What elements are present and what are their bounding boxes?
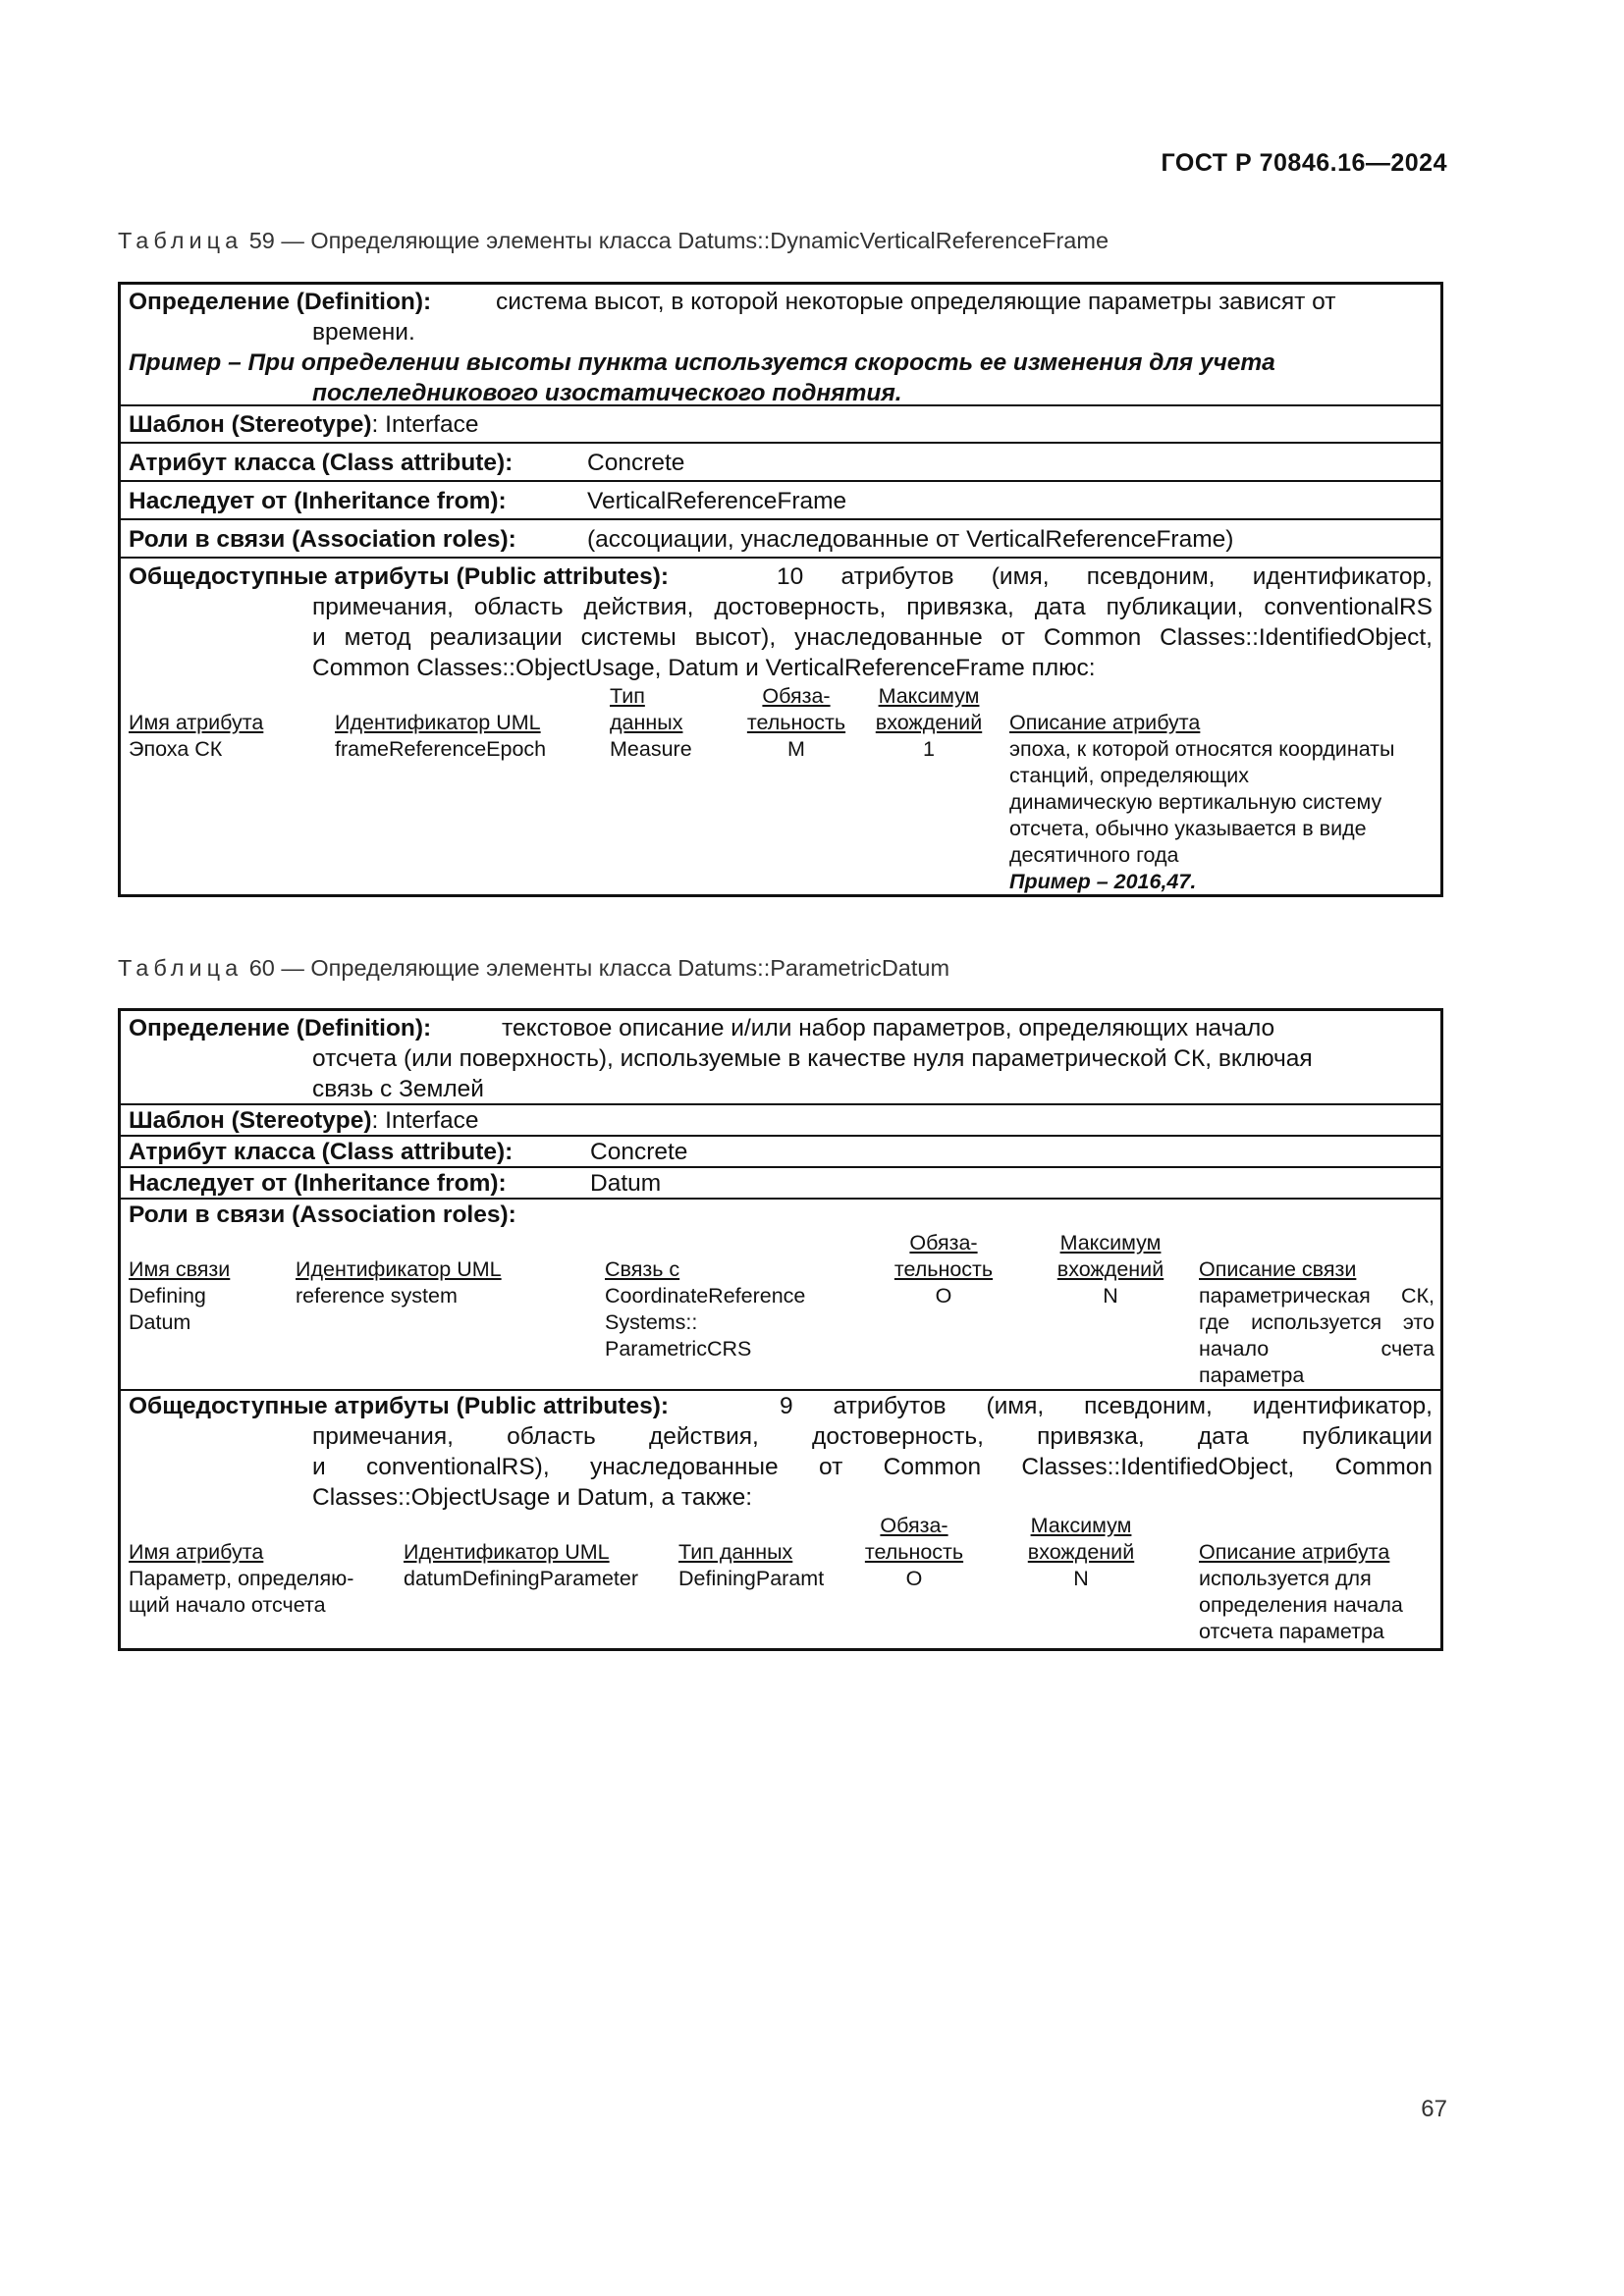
definition-text: текстовое описание и/или набор параметров, определяющих начало xyxy=(502,1015,1275,1041)
col-data-type: Тип данных xyxy=(678,1540,793,1564)
col-link: Связь с xyxy=(605,1257,680,1281)
caption-word: Таблица xyxy=(118,228,244,253)
attr-name: Эпоха СК xyxy=(129,737,223,761)
attribute-subtable xyxy=(129,683,1433,899)
stereotype-row xyxy=(121,1103,1440,1135)
page-number: 67 xyxy=(1421,2096,1447,2122)
attr-max-occurs: 1 xyxy=(923,737,935,761)
attr-description-1: используется для xyxy=(1199,1567,1372,1590)
col-role-name: Имя связи xyxy=(129,1257,231,1281)
public-attributes-row xyxy=(121,1389,1440,1648)
col-uml-identifier: Идентификатор UML xyxy=(404,1540,610,1564)
role-link-1: CoordinateReference xyxy=(605,1284,806,1308)
definition-label: Определение (Definition): xyxy=(129,289,432,315)
association-roles-label: Роли в связи (Association roles): xyxy=(129,1201,516,1228)
col-max-occurs-2: вхождений xyxy=(875,711,983,734)
definition-text-cont: отсчета (или поверхность), используемые в качестве нуля параметрической СК, включая xyxy=(312,1045,1313,1072)
public-attributes-text: 10 атрибутов (имя, псевдоним, идентификатор, xyxy=(777,563,1433,590)
attr-name-1: Параметр, определяю- xyxy=(129,1567,354,1590)
table-60-caption xyxy=(118,955,949,982)
definition-text: система высот, в которой некоторые определяющие параметры зависят от xyxy=(496,289,1336,315)
class-attribute-value: Concrete xyxy=(590,1139,688,1165)
stereotype-label: Шаблон (Stereotype) xyxy=(129,1107,372,1134)
col-obligation-1: Обяза- xyxy=(762,684,831,708)
col-max-occurs-2: вхождений xyxy=(1056,1257,1164,1281)
attr-obligation: M xyxy=(787,737,805,761)
col-data-type-2: данных xyxy=(610,711,683,734)
association-roles-value: (ассоциации, унаследованные от VerticalReferenceFrame) xyxy=(587,526,1234,553)
class-attribute-row xyxy=(121,1135,1440,1166)
table-60 xyxy=(118,1008,1443,1651)
attr-name-2: щий начало отсчета xyxy=(129,1593,326,1617)
public-attributes-text-2: примечания, область действия, достоверность, привязка, дата публикации xyxy=(312,1423,1433,1450)
attr-description-5: десятичного года xyxy=(1009,843,1179,867)
definition-text-cont: времени. xyxy=(312,319,415,346)
inheritance-row xyxy=(121,480,1440,518)
col-obligation-2: тельность xyxy=(746,711,846,734)
inheritance-value: Datum xyxy=(590,1170,662,1197)
col-uml-identifier: Идентификатор UML xyxy=(296,1257,502,1281)
col-max-occurs-1: Максимум xyxy=(878,684,980,708)
col-attribute-name: Имя атрибута xyxy=(129,711,264,734)
class-attribute-label: Атрибут класса (Class attribute): xyxy=(129,450,514,476)
role-uml: reference system xyxy=(296,1284,458,1308)
attr-description-3: отсчета параметра xyxy=(1199,1620,1384,1643)
col-attribute-name: Имя атрибута xyxy=(129,1540,264,1564)
role-description-4: параметра xyxy=(1199,1363,1305,1387)
col-max-occurs-1: Максимум xyxy=(1030,1514,1132,1537)
association-roles-label: Роли в связи (Association roles): xyxy=(129,526,516,553)
public-attributes-text-3: и conventionalRS), унаследованные от Common Classes::IdentifiedObject, Common xyxy=(312,1454,1433,1480)
public-attributes-text-4: Classes::ObjectUsage и Datum, а также: xyxy=(312,1484,752,1511)
example-text-cont: послеледникового изостатического поднятия. xyxy=(312,380,902,406)
attr-type: Measure xyxy=(610,737,692,761)
public-attributes-text-3: и метод реализации системы высот), унаследованные от Common Classes::IdentifiedObject, xyxy=(312,624,1433,651)
attr-max-occurs: N xyxy=(1073,1567,1089,1590)
attr-description-4: отсчета, обычно указывается в виде xyxy=(1009,817,1367,840)
roles-subtable xyxy=(129,1230,1433,1389)
col-obligation-1: Обяза- xyxy=(880,1514,948,1537)
attr-description-2: станций, определяющих xyxy=(1009,764,1250,787)
role-max-occurs: N xyxy=(1103,1284,1118,1308)
table-59 xyxy=(118,282,1443,897)
col-obligation-2: тельность xyxy=(893,1257,994,1281)
attr-description-2: определения начала xyxy=(1199,1593,1403,1617)
attribute-subtable xyxy=(129,1513,1433,1648)
definition-text-cont-2: связь с Землей xyxy=(312,1076,484,1102)
standard-code: ГОСТ Р 70846.16—2024 xyxy=(1161,149,1447,177)
attr-description-3: динамическую вертикальную систему xyxy=(1009,790,1382,814)
table-59-caption xyxy=(118,228,1109,254)
definition-row xyxy=(121,1011,1440,1103)
col-max-occurs-2: вхождений xyxy=(1027,1540,1135,1564)
role-description-3: начало счета xyxy=(1199,1337,1435,1361)
role-name-1: Defining xyxy=(129,1284,206,1308)
role-link-3: ParametricCRS xyxy=(605,1337,752,1361)
col-role-description: Описание связи xyxy=(1199,1257,1357,1281)
col-description: Описание атрибута xyxy=(1009,711,1201,734)
attr-uml: datumDefiningParameter xyxy=(404,1567,639,1590)
caption-text: 60 — Определяющие элементы класса Datums::ParametricDatum xyxy=(248,955,950,981)
col-data-type-1: Тип xyxy=(610,684,645,708)
public-attributes-label: Общедоступные атрибуты (Public attributes): xyxy=(129,1393,670,1419)
class-attribute-value: Concrete xyxy=(587,450,685,476)
col-obligation-1: Обяза- xyxy=(909,1231,978,1255)
stereotype-value: : Interface xyxy=(371,411,479,438)
attr-uml: frameReferenceEpoch xyxy=(335,737,547,761)
class-attribute-row xyxy=(121,442,1440,480)
example-text: Пример – При определении высоты пункта используется скорость ее изменения для учета xyxy=(129,349,1275,376)
role-description-2: где используется это xyxy=(1199,1310,1435,1334)
public-attributes-text-2: примечания, область действия, достоверность, привязка, дата публикации, conventionalRS xyxy=(312,594,1433,620)
public-attributes-row xyxy=(121,557,1440,894)
definition-label: Определение (Definition): xyxy=(129,1015,432,1041)
association-roles-row xyxy=(121,1198,1440,1389)
attr-description-example: Пример – 2016,47. xyxy=(1009,870,1197,893)
col-max-occurs-1: Максимум xyxy=(1059,1231,1162,1255)
role-name-2: Datum xyxy=(129,1310,191,1334)
caption-word: Таблица xyxy=(118,955,244,981)
attr-description-1: эпоха, к которой относятся координаты xyxy=(1009,737,1395,761)
attr-obligation: O xyxy=(905,1567,923,1590)
inheritance-label: Наследует от (Inheritance from): xyxy=(129,488,507,514)
definition-row xyxy=(121,285,1440,404)
stereotype-label: Шаблон (Stereotype) xyxy=(129,411,372,438)
inheritance-value: VerticalReferenceFrame xyxy=(587,488,847,514)
public-attributes-label: Общедоступные атрибуты (Public attributes): xyxy=(129,563,670,590)
role-link-2: Systems:: xyxy=(605,1310,698,1334)
role-description-1: параметрическая СК, xyxy=(1199,1284,1435,1308)
public-attributes-text: 9 атрибутов (имя, псевдоним, идентификатор, xyxy=(780,1393,1433,1419)
col-description: Описание атрибута xyxy=(1199,1540,1390,1564)
role-obligation: O xyxy=(935,1284,952,1308)
inheritance-label: Наследует от (Inheritance from): xyxy=(129,1170,507,1197)
public-attributes-text-4: Common Classes::ObjectUsage, Datum и VerticalReferenceFrame плюс: xyxy=(312,655,1096,681)
stereotype-row xyxy=(121,404,1440,442)
stereotype-value: : Interface xyxy=(371,1107,479,1134)
col-uml-identifier: Идентификатор UML xyxy=(335,711,541,734)
class-attribute-label: Атрибут класса (Class attribute): xyxy=(129,1139,514,1165)
caption-text: 59 — Определяющие элементы класса Datums::DynamicVerticalReferenceFrame xyxy=(248,228,1110,253)
col-obligation-2: тельность xyxy=(864,1540,964,1564)
attr-type: DefiningParamt xyxy=(678,1567,825,1590)
inheritance-row xyxy=(121,1166,1440,1198)
association-roles-row xyxy=(121,518,1440,557)
